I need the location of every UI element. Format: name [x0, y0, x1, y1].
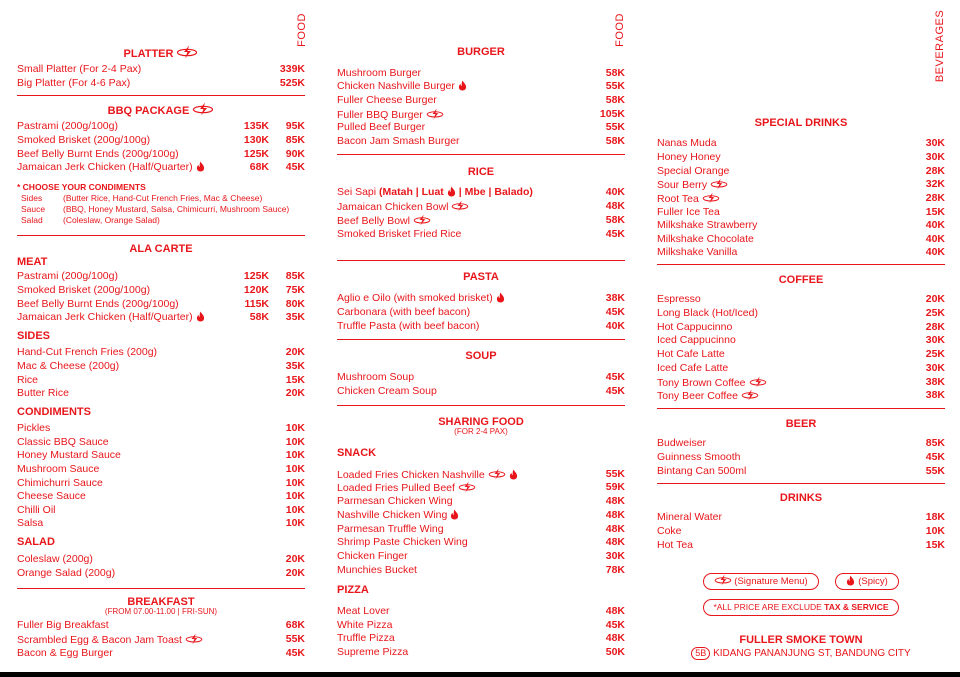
menu-item: Nanas Muda 30K	[657, 137, 945, 149]
signature-icon	[426, 108, 444, 120]
signature-icon	[488, 468, 506, 480]
menu-item: Aglio e Oilo (with smoked brisket) 38K	[337, 292, 625, 304]
divider	[17, 235, 305, 236]
menu-item: Fuller Big Breakfast 68K	[17, 619, 305, 631]
soup-title: SOUP	[465, 350, 497, 362]
signature-icon	[702, 192, 720, 204]
signature-icon	[458, 481, 476, 493]
menu-item: Butter Rice 20K	[17, 387, 305, 399]
signature-icon	[714, 574, 732, 586]
menu-item: Carbonara (with beef bacon) 45K	[337, 306, 625, 318]
menu-item: Small Platter (For 2-4 Pax) 339K	[17, 63, 305, 75]
legend-spicy: (Spicy)	[835, 573, 899, 590]
condiments-note-sides: Sides (Butter Rice, Hand-Cut French Fries, Mac & Cheese)	[21, 193, 263, 203]
menu-item: Nashville Chicken Wing 48K	[337, 509, 625, 521]
beverages-tag: BEVERAGES	[934, 9, 946, 83]
menu-item: Truffle Pizza 48K	[337, 632, 625, 644]
menu-item: Pulled Beef Burger 55K	[337, 121, 625, 133]
pasta-title: PASTA	[463, 271, 499, 283]
menu-item: Smoked Brisket (200g/100g) 120K 75K	[17, 284, 305, 296]
menu-item: Coke 10K	[657, 525, 945, 537]
food-tag: FOOD	[614, 13, 626, 47]
menu-item: Salsa 10K	[17, 517, 305, 529]
menu-item: Big Platter (For 4-6 Pax) 525K	[17, 77, 305, 89]
menu-item: Hot Cappucinno 28K	[657, 321, 945, 333]
divider	[337, 405, 625, 406]
menu-item: Hand-Cut French Fries (200g) 20K	[17, 346, 305, 358]
snack-title: SNACK	[337, 447, 377, 459]
condiments-note-title: * CHOOSE YOUR CONDIMENTS	[17, 182, 146, 192]
tax-notice: *ALL PRICE ARE EXCLUDE TAX & SERVICE	[703, 599, 899, 616]
menu-item: Bacon & Egg Burger 45K	[17, 647, 305, 659]
menu-item: Chicken Finger 30K	[337, 550, 625, 562]
menu-item: Cheese Sauce 10K	[17, 490, 305, 502]
divider	[657, 483, 945, 484]
food-tag: FOOD	[296, 13, 308, 47]
menu-item: Smoked Brisket Fried Rice 45K	[337, 228, 625, 240]
menu-item: Pickles 10K	[17, 422, 305, 434]
menu-item: Honey Mustard Sauce 10K	[17, 449, 305, 461]
menu-item: Fuller Cheese Burger 58K	[337, 94, 625, 106]
menu-item: Espresso 20K	[657, 293, 945, 305]
breakfast-title: BREAKFAST	[127, 596, 195, 608]
address-badge: 5B	[691, 647, 710, 660]
menu-item: Fuller Ice Tea 15K	[657, 206, 945, 218]
condiments-title: CONDIMENTS	[17, 406, 91, 418]
spicy-icon	[509, 469, 518, 480]
legend-signature: (Signature Menu)	[703, 573, 819, 590]
menu-item: Sei Sapi (Matah | Luat | Mbe | Balado) 40K	[337, 186, 625, 198]
divider	[657, 408, 945, 409]
menu-item: Loaded Fries Pulled Beef 59K	[337, 481, 625, 494]
menu-item: Long Black (Hot/Iced) 25K	[657, 307, 945, 319]
menu-item: Hot Cafe Latte 25K	[657, 348, 945, 360]
salad-title: SALAD	[17, 536, 55, 548]
divider	[17, 95, 305, 96]
spicy-icon	[458, 80, 467, 91]
menu-item: Milkshake Vanilla 40K	[657, 246, 945, 258]
spicy-icon	[447, 186, 456, 197]
menu-item: Chilli Oil 10K	[17, 504, 305, 516]
menu-item: Beef Belly Bowl 58K	[337, 214, 625, 227]
menu-item: Sour Berry 32K	[657, 178, 945, 191]
signature-icon	[710, 178, 728, 190]
signature-icon	[749, 376, 767, 388]
menu-item: Loaded Fries Chicken Nashville 55K	[337, 468, 625, 481]
condiments-note-sauce: Sauce (BBQ, Honey Mustard, Salsa, Chimicurri, Mushroom Sauce)	[21, 204, 290, 214]
breakfast-subtitle: (FROM 07.00-11.00 | FRI-SUN)	[104, 607, 218, 616]
burger-title: BURGER	[457, 46, 505, 58]
signature-icon	[176, 45, 198, 59]
condiments-note-salad: Salad (Coleslaw, Orange Salad)	[21, 215, 160, 225]
divider	[17, 588, 305, 589]
signature-icon	[413, 214, 431, 226]
menu-item: Jamaican Chicken Bowl 48K	[337, 200, 625, 213]
meat-title: MEAT	[17, 256, 48, 268]
menu-item: Meat Lover 48K	[337, 605, 625, 617]
menu-item: Coleslaw (200g) 20K	[17, 553, 305, 565]
divider	[337, 260, 625, 261]
menu-item: Iced Cappucinno 30K	[657, 334, 945, 346]
pizza-title: PIZZA	[337, 584, 369, 596]
spicy-icon	[496, 292, 505, 303]
divider	[657, 264, 945, 265]
spicy-icon	[196, 161, 205, 172]
menu-item: Shrimp Paste Chicken Wing 48K	[337, 536, 625, 548]
divider	[337, 339, 625, 340]
signature-icon	[192, 102, 214, 116]
divider	[337, 154, 625, 155]
beer-title: BEER	[785, 418, 817, 430]
menu-item: Mushroom Sauce 10K	[17, 463, 305, 475]
menu-item: Orange Salad (200g) 20K	[17, 567, 305, 579]
menu-item: Mac & Cheese (200g) 35K	[17, 360, 305, 372]
menu-item: Honey Honey 30K	[657, 151, 945, 163]
menu-item: Fuller BBQ Burger 105K	[337, 108, 625, 121]
signature-icon	[185, 633, 203, 645]
platter-title: PLATTER	[17, 45, 305, 60]
menu-item: Classic BBQ Sauce 10K	[17, 436, 305, 448]
menu-item: Chimichurri Sauce 10K	[17, 477, 305, 489]
menu-item: Beef Belly Burnt Ends (200g/100g) 115K 80K	[17, 298, 305, 310]
menu-item: White Pizza 45K	[337, 619, 625, 631]
menu-item: Rice 15K	[17, 374, 305, 386]
menu-item: Supreme Pizza 50K	[337, 646, 625, 658]
menu-item: Mushroom Soup 45K	[337, 371, 625, 383]
menu-item: Hot Tea 15K	[657, 539, 945, 551]
menu-item: Chicken Nashville Burger 55K	[337, 80, 625, 92]
signature-icon	[451, 200, 469, 212]
sides-title: SIDES	[17, 330, 51, 342]
sharing-food-subtitle: (FOR 2-4 PAX)	[454, 427, 508, 436]
menu-item: Root Tea 28K	[657, 192, 945, 205]
menu-item: Guinness Smooth 45K	[657, 451, 945, 463]
menu-item: Pastrami (200g/100g) 135K 95K	[17, 120, 305, 132]
menu-item: Pastrami (200g/100g) 125K 85K	[17, 270, 305, 282]
special-drinks-title: SPECIAL DRINKS	[754, 117, 848, 129]
menu-item: Bacon Jam Smash Burger 58K	[337, 135, 625, 147]
menu-item: Jamaican Jerk Chicken (Half/Quarter) 68K 45K	[17, 161, 305, 173]
restaurant-name: FULLER SMOKE TOWN	[739, 634, 863, 646]
bbq-package-title: BBQ PACKAGE	[17, 102, 305, 117]
rice-title: RICE	[467, 166, 495, 178]
menu-item: Tony Beer Coffee 38K	[657, 389, 945, 402]
coffee-title: COFFEE	[778, 274, 824, 286]
ala-carte-title: ALA CARTE	[129, 243, 193, 255]
menu-item: Munchies Bucket 78K	[337, 564, 625, 576]
menu-item: Tony Brown Coffee 38K	[657, 376, 945, 389]
menu-item: Truffle Pasta (with beef bacon) 40K	[337, 320, 625, 332]
menu-item: Special Orange 28K	[657, 165, 945, 177]
menu-item: Beef Belly Burnt Ends (200g/100g) 125K 90K	[17, 148, 305, 160]
menu-item: Budweiser 85K	[657, 437, 945, 449]
drinks-title: DRINKS	[779, 492, 823, 504]
menu-item: Jamaican Jerk Chicken (Half/Quarter) 58K 35K	[17, 311, 305, 323]
menu-item: Chicken Cream Soup 45K	[337, 385, 625, 397]
spicy-icon	[196, 311, 205, 322]
menu-item: Bintang Can 500ml 55K	[657, 465, 945, 477]
menu-item: Mushroom Burger 58K	[337, 67, 625, 79]
sharing-food-title: SHARING FOOD	[438, 416, 524, 428]
restaurant-address: 5B KIDANG PANANJUNG ST, BANDUNG CITY	[657, 647, 945, 660]
menu-item: Scrambled Egg & Bacon Jam Toast 55K	[17, 633, 305, 646]
menu-item: Iced Cafe Latte 30K	[657, 362, 945, 374]
menu-item: Milkshake Chocolate 40K	[657, 233, 945, 245]
menu-item: Milkshake Strawberry 40K	[657, 219, 945, 231]
menu-item: Parmesan Truffle Wing 48K	[337, 523, 625, 535]
spicy-icon	[450, 509, 459, 520]
signature-icon	[741, 389, 759, 401]
spicy-icon	[846, 575, 855, 586]
menu-item: Parmesan Chicken Wing 48K	[337, 495, 625, 507]
menu-item: Mineral Water 18K	[657, 511, 945, 523]
menu-item: Smoked Brisket (200g/100g) 130K 85K	[17, 134, 305, 146]
